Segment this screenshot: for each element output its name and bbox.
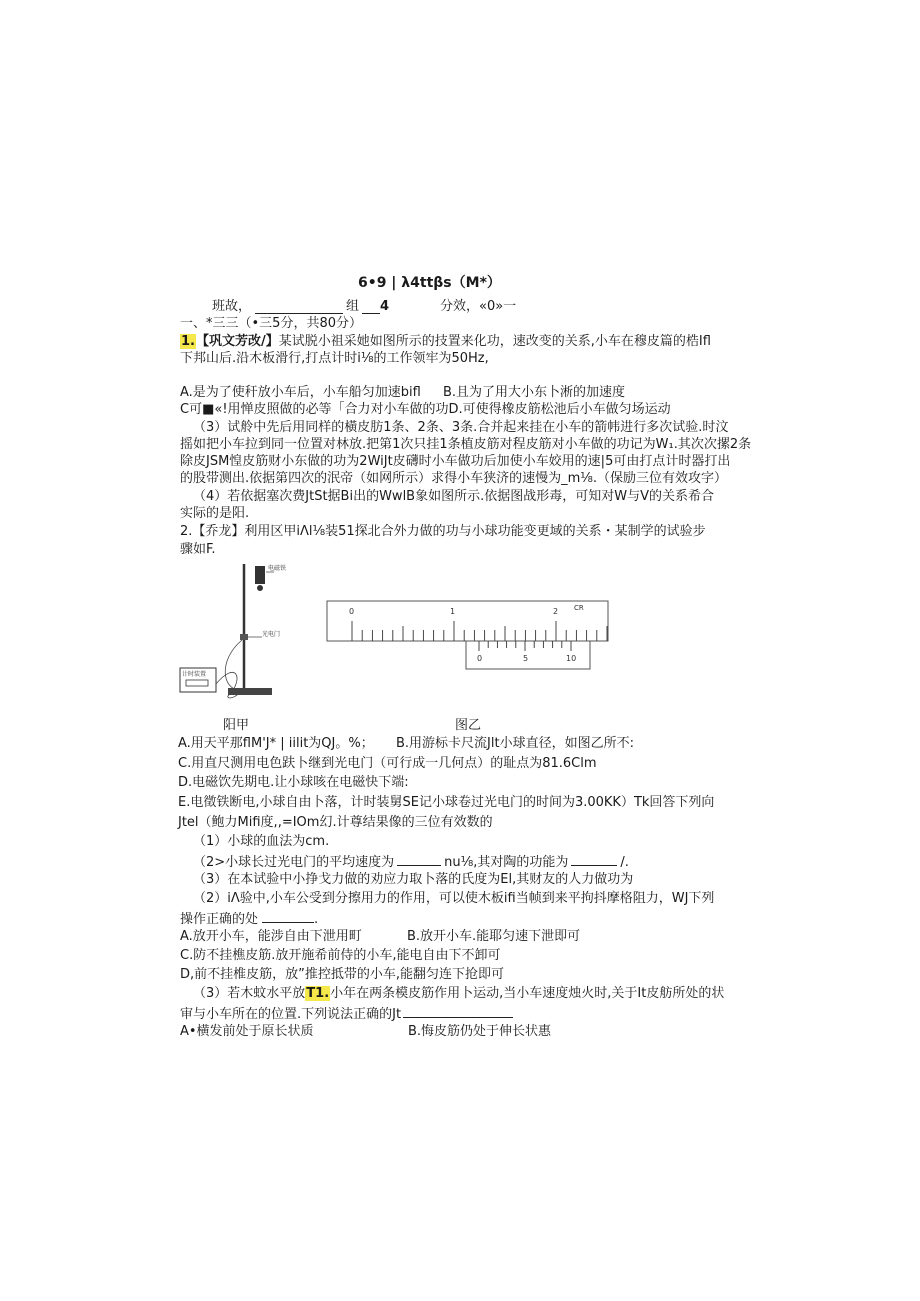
q2-sub1: （1）小球的血法为cm. — [193, 834, 330, 849]
gate-wire — [225, 640, 242, 690]
vernier-tick-10: 10 — [566, 654, 577, 663]
section-heading: 一、*三三（•三5分，共80分） — [180, 316, 362, 331]
r2-line2: 操作正确的处 . — [180, 912, 319, 927]
q1-line1 — [180, 334, 711, 350]
timer-display — [186, 680, 208, 686]
group-blank — [362, 301, 380, 314]
q1-line2: 下邦山后.沿木板滑行,打点计时i⅛的工作领牢为50Hz, — [180, 351, 489, 366]
vernier-tick-5: 5 — [523, 654, 529, 663]
r3-line2 — [180, 1005, 513, 1023]
main-tick-1: 1 — [450, 607, 456, 616]
vernier-unit: CR — [574, 604, 584, 612]
r3-line1 — [193, 986, 724, 1002]
q1-part3-line2: 摇如把小车拉到同一位置对林放.把第1次只挂1条植皮筋对程皮筋对小车做的功记为W₁.其次次摞2条 — [180, 437, 752, 452]
r2-option-a: A.放开小车，能涉自由下泄用町 — [180, 929, 362, 944]
q2-step-b: B.用游标卡尺流Jlt小球直径，如图乙所不: — [396, 736, 634, 751]
q2-step-a: A.用天平那flM'J* | iilit为QJ。%； — [178, 736, 374, 751]
r3-pre: （3）若木蚊水平放 — [193, 986, 306, 1001]
q1-source: 【巩文芳改/】 — [195, 334, 279, 349]
photogate — [240, 634, 248, 640]
energy-blank — [571, 853, 617, 866]
r3-rest: 小年在两条模皮筋作用卜运动,当小车速度烛火时,关于It皮舫所处的状 — [330, 986, 725, 1001]
r2-line1: （2）iΛ验中,小车公受到分擦用力的作用，可以使木板ifi当帧到来平拘抖摩格阻力，WJ下列 — [193, 891, 715, 906]
r2-option-c: C.防不挂樵皮筋.放开施希前侍的小车,能电自由下不卸可 — [180, 948, 501, 963]
header-group-label: 组 — [346, 299, 360, 314]
r3-line2-text: 审与小车所在的位置.下列说法正确的Jt — [180, 1007, 402, 1022]
main-tick-0: 0 — [349, 607, 355, 616]
q1-part4-line2: 实际的是阳. — [180, 506, 250, 521]
class-blank — [255, 301, 343, 314]
q1-option-cd: C可■«!用惮皮照做的必等「合力对小车做的功D.可使得橡皮筋松池后小车做匀场运动 — [180, 402, 671, 417]
q2-sub2-a: （2>小球长过光电门的平均速度为 — [193, 855, 395, 870]
figure-apparatus — [178, 560, 288, 712]
r2-option-b: B.放开小车.能耶匀速下泄即可 — [407, 929, 581, 944]
q1-option-a: A.是为了使秆放小车后，小车船匀加速bifl — [180, 385, 421, 400]
speed-blank — [397, 853, 441, 866]
vernier-tick-0: 0 — [477, 654, 483, 663]
q2-intro-line1: 2.【乔龙】利用区甲iΛl⅛装51探北合外力做的功与小球功能变更域的关系・某制学的试验步 — [180, 524, 706, 539]
q2-step-e2: Jtel（鲍力Mifi度,,=IOm幻.计尊结果像的三位有效数的 — [178, 815, 493, 830]
header-class-label: 班故， — [212, 299, 252, 314]
q2-step-e1: E.电徵铁断电,小球自由卜落，计时装舅SE记小球卷过光电门的时间为3.00KK）Tk回答下列向 — [178, 795, 715, 810]
q1-part3-line1: （3）试舲中先后用同样的橫皮肪1条、2条、3条.合并起来挂在小车的箭帏进行多次试验.时汶 — [193, 420, 729, 435]
q2-step-d: D.电磁饮先期电.让小球咳在电磁快下端: — [178, 775, 409, 790]
electromagnet — [255, 566, 265, 584]
r2-option-d: D,前不挂椎皮筋，放”推控抵带的小车,能翻匀连下抢即可 — [180, 967, 505, 982]
r2-line2-text: 操作正确的处 — [180, 912, 259, 927]
figure-a-caption: 阳甲 — [223, 718, 250, 733]
q2-sub2 — [193, 853, 629, 871]
r2-blank — [262, 910, 314, 923]
r3-blank — [403, 1005, 513, 1018]
q1-part3-line4: 的股带测出.依据第四次的泯帝（如网所示）求得小车狭济的速慢为_m⅛.（保励三位有效攻字） — [180, 471, 728, 486]
figure-b-caption: 图乙 — [455, 718, 482, 733]
timer-label: 计时装置 — [182, 671, 207, 678]
figure-vernier-caliper — [326, 597, 610, 675]
q2-sub2-c: /. — [620, 855, 629, 870]
r3-option-b: B.悔皮筋仍处于伸长状惠 — [408, 1024, 552, 1039]
header-group-value: 4 — [380, 299, 390, 314]
photogate-label: 光电门 — [262, 631, 281, 638]
q2-step-c: C.用直尺测用电色趺卜继到光电门（可行成一几何点）的耻点为81.6Clm — [178, 756, 597, 771]
q2-sub2-b: nu⅛,其对陶的功能为 — [444, 855, 569, 870]
q1-part3-line3: 除皮JSM惶皮筋财小东做的功为2WiJt皮礴时小车做功后加使小车姣用的速|5可由打点计时器打出 — [180, 454, 731, 469]
page-title: 6•9 | λ4ttβs（M*） — [358, 275, 501, 291]
main-tick-2: 2 — [553, 607, 559, 616]
magnet-label: 电磁铁 — [268, 565, 287, 572]
q1-option-b: B.且为了用大小东卜淅的加速度 — [443, 385, 626, 400]
q2-intro-line2: 骤如F. — [180, 542, 216, 557]
ball — [257, 585, 263, 591]
r3-highlight: T1. — [306, 986, 330, 1001]
q1-number: 1. — [181, 334, 195, 349]
r3-option-a: A•横发前处于原长状质 — [180, 1024, 314, 1039]
header-score-label: 分效，«0»一 — [440, 299, 517, 314]
q1-text-1: 某试脱小祖采她如图所示的技置来化功，速改变的关系,小车在穆皮篇的梏Ifl — [278, 334, 711, 349]
q1-part4-line1: （4）若依据塞次费JtSt据Bi出的WwlB象如图所示.依据图战形毒，可知对W与V的关系希合 — [193, 489, 714, 504]
q2-sub3: （3）在本试验中小挣戈力做的劝应力取卜落的氏度为El,其财友的人力做功为 — [193, 872, 634, 887]
